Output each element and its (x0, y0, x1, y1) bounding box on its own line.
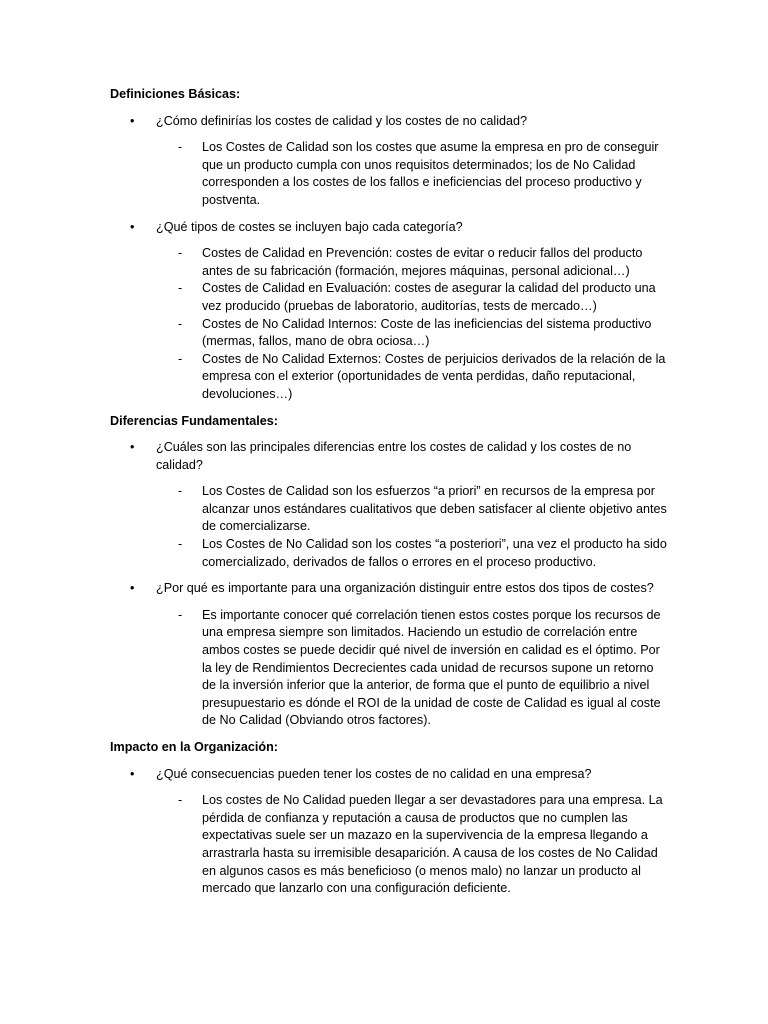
document-body (110, 86, 670, 907)
dash-marker: - (178, 537, 183, 552)
answer-item (110, 483, 670, 536)
answer-text: Costes de Calidad en Prevención: costes de evitar o reducir fallos del producto antes de su fabricación (formación, mejores máquinas, personal adicional…) (202, 246, 643, 278)
dash-marker: - (178, 793, 183, 808)
question-item (110, 113, 670, 131)
bullet-marker: • (130, 440, 135, 455)
dash-marker: - (178, 607, 183, 622)
dash-marker: - (178, 246, 183, 261)
answer-item (110, 139, 670, 209)
answer-text: Los Costes de Calidad son los costes que asume la empresa en pro de conseguir que un producto cumpla con unos requisitos determinados; los de No Calidad corresponden a los costes de los fallos e ineficiencias del proceso productivo y postventa. (202, 140, 659, 207)
question-text: ¿Qué tipos de costes se incluyen bajo cada categoría? (156, 219, 463, 234)
answer-item (110, 607, 670, 730)
answer-item (110, 351, 670, 404)
question-text: ¿Qué consecuencias pueden tener los costes de no calidad en una empresa? (156, 766, 592, 781)
dash-marker: - (178, 484, 183, 499)
answer-item (110, 280, 670, 315)
question-item (110, 766, 670, 784)
answer-text: Costes de No Calidad Internos: Coste de las ineficiencias del sistema productivo (mermas, fallos, mano de obra ociosa…) (202, 316, 652, 349)
answer-item (110, 316, 670, 351)
answer-text: Costes de Calidad en Evaluación: costes de asegurar la calidad del producto una vez producido (pruebas de laboratorio, auditorías, tests de mercado…) (202, 281, 656, 313)
dash-marker: - (178, 281, 183, 296)
section-title: Definiciones Básicas: (110, 87, 241, 101)
question-text: ¿Cuáles son las principales diferencias entre los costes de calidad y los costes de no calidad? (156, 440, 632, 472)
answer-list (110, 607, 670, 730)
question-item (110, 439, 670, 474)
dash-marker: - (178, 140, 183, 155)
answer-list (110, 245, 670, 403)
bullet-marker: • (130, 219, 135, 234)
bullet-marker: • (130, 581, 135, 596)
answer-item (110, 245, 670, 280)
answer-text: Es importante conocer qué correlación tienen estos costes porque los recursos de una empresa siempre son limitados. Haciendo un estudio de correlación entre ambos costes se puede decidir qué nivel de inversión en calidad es el óptimo. Por la ley de Rendimientos Decrecientes cada unidad de recursos supone un retorno de la inversión inferior que la anterior, de forma que el punto de equilibrio a nivel presupuestario es dónde el ROI de la unidad de coste de Calidad es igual al coste de No Calidad (Obviando otros factores). (202, 607, 661, 728)
answer-text: Los costes de No Calidad pueden llegar a ser devastadores para una empresa. La pérdida de confianza y reputación a causa de productos que no cumplen las expectativas suele ser un mazazo en la supervivencia de la empresa llegando a arrastrarla hasta su irremisible desaparición. A causa de los costes de No Calidad en algunos casos es más beneficioso (o menos malo) no lanzar un producto al mercado que lanzarlo con una configuración deficiente. (202, 793, 663, 896)
answer-list (110, 483, 670, 571)
bullet-marker: • (130, 113, 135, 128)
question-text: ¿Cómo definirías los costes de calidad y los costes de no calidad? (156, 113, 528, 128)
dash-marker: - (178, 316, 183, 331)
answer-text: Los Costes de No Calidad son los costes “a posteriori”, una vez el producto ha sido comercializado, derivados de fallos o errores en el proceso productivo. (202, 537, 667, 569)
dash-marker: - (178, 351, 183, 366)
question-item (110, 219, 670, 237)
question-item (110, 580, 670, 598)
question-text: ¿Por qué es importante para una organización distinguir entre estos dos tipos de costes? (156, 581, 654, 596)
section-title: Diferencias Fundamentales: (110, 413, 278, 428)
answer-text: Costes de No Calidad Externos: Costes de perjuicios derivados de la relación de la empresa con el exterior (oportunidades de venta perdidas, daño reputacional, devoluciones…) (202, 351, 666, 401)
answer-item (110, 536, 670, 571)
answer-item (110, 792, 670, 898)
answer-text: Los Costes de Calidad son los esfuerzos “a priori” en recursos de la empresa por alcanzar unos estándares cualitativos que deben satisfacer al cliente objetivo antes de comercializarse. (202, 484, 667, 534)
answer-list (110, 139, 670, 209)
bullet-marker: • (130, 766, 135, 781)
section-title: Impacto en la Organización: (110, 740, 278, 754)
answer-list (110, 792, 670, 898)
